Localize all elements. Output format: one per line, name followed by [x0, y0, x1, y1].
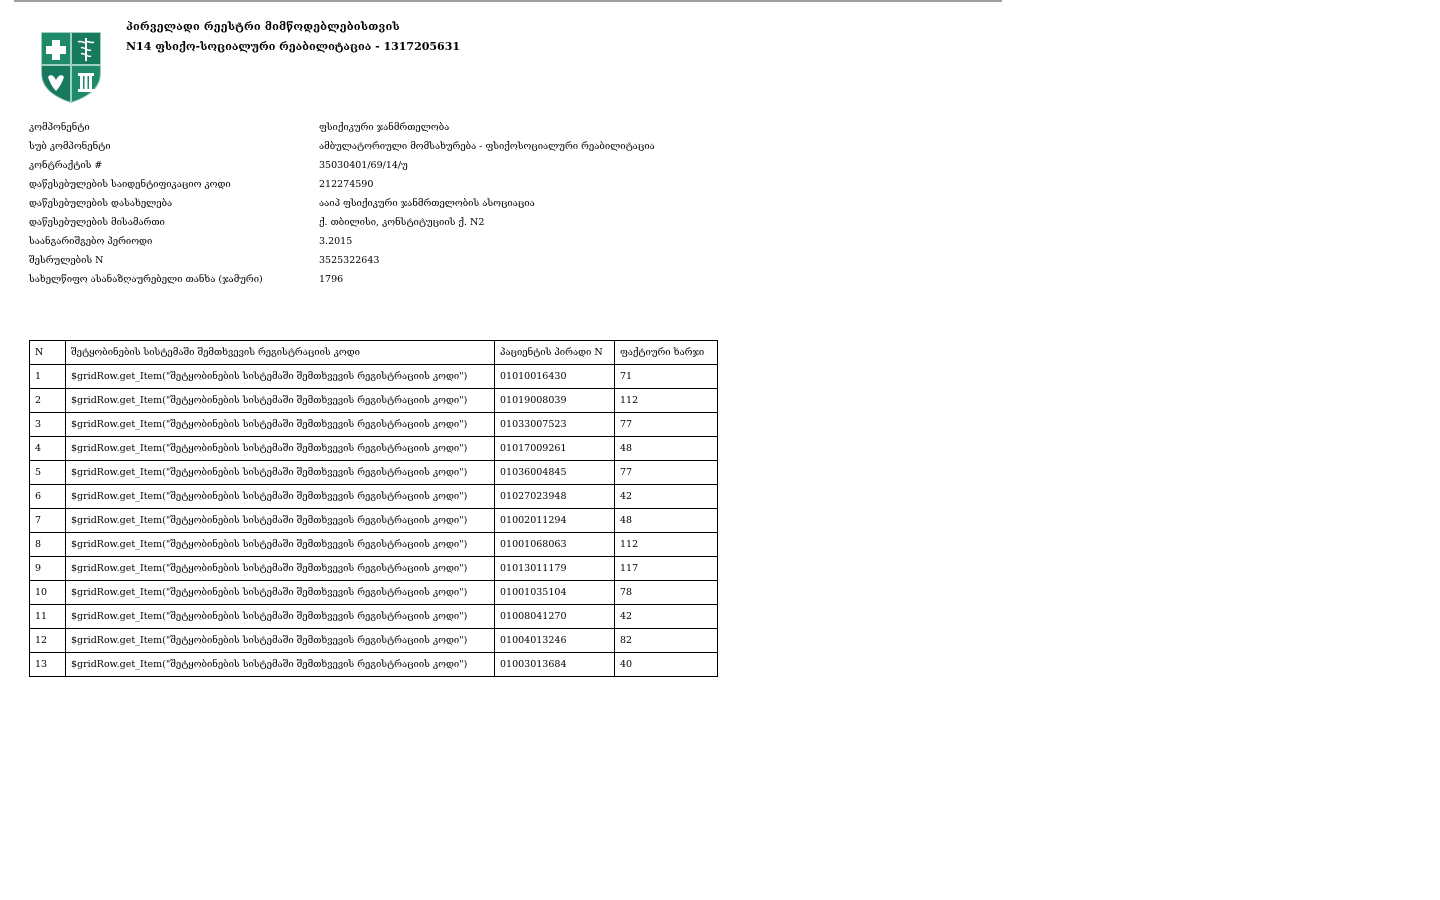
- row-number-cell: 12: [30, 629, 66, 653]
- table-header-row: [30, 341, 718, 365]
- patient-id-cell: 01001068063: [495, 533, 615, 557]
- info-value: 3.2015: [319, 236, 353, 247]
- patient-id-cell: 01001035104: [495, 581, 615, 605]
- table-row: [30, 365, 718, 389]
- registration-code-cell: $gridRow.get_Item("შეტყობინების სისტემაში შემთხვევის რეგისტრაციის კოდი"): [66, 581, 495, 605]
- actual-cost-cell: 112: [615, 533, 718, 557]
- actual-cost-cell: 40: [615, 653, 718, 677]
- registration-code-cell: $gridRow.get_Item("შეტყობინების სისტემაში შემთხვევის რეგისტრაციის კოდი"): [66, 365, 495, 389]
- row-number-cell: 10: [30, 581, 66, 605]
- table-row: [30, 557, 718, 581]
- registration-code-cell: $gridRow.get_Item("შეტყობინების სისტემაში შემთხვევის რეგისტრაციის კოდი"): [66, 437, 495, 461]
- patient-id-cell: 01017009261: [495, 437, 615, 461]
- row-number-cell: 11: [30, 605, 66, 629]
- info-label: დაწესებულების საიდენტიფიკაციო კოდი: [29, 179, 231, 190]
- row-number-cell: 8: [30, 533, 66, 557]
- info-value: ამბულატორიული მომსახურება - ფსიქოსოციალური რეაბილიტაცია: [319, 141, 655, 152]
- registration-code-cell: $gridRow.get_Item("შეტყობინების სისტემაში შემთხვევის რეგისტრაციის კოდი"): [66, 557, 495, 581]
- patient-id-cell: 01019008039: [495, 389, 615, 413]
- info-row-subcomponent: [29, 137, 655, 156]
- report-subtitle: N14 ფსიქო-სოციალური რეაბილიტაცია - 1317205631: [126, 40, 460, 53]
- info-value: 212274590: [319, 179, 374, 190]
- info-label: საანგარიშგებო პერიოდი: [29, 236, 153, 247]
- registration-code-cell: $gridRow.get_Item("შეტყობინების სისტემაში შემთხვევის რეგისტრაციის კოდი"): [66, 653, 495, 677]
- actual-cost-cell: 48: [615, 437, 718, 461]
- actual-cost-cell: 112: [615, 389, 718, 413]
- patient-id-cell: 01003013684: [495, 653, 615, 677]
- actual-cost-cell: 42: [615, 605, 718, 629]
- column-header-actual-cost: ფაქტიური ხარჯი: [615, 341, 718, 365]
- cases-table: [29, 340, 718, 677]
- info-row-address: [29, 213, 655, 232]
- row-number-cell: 7: [30, 509, 66, 533]
- table-body: [30, 365, 718, 677]
- table-row: [30, 437, 718, 461]
- info-value: 35030401/69/14/უ: [319, 160, 408, 171]
- actual-cost-cell: 77: [615, 413, 718, 437]
- column-header-registration-code: შეტყობინების სისტემაში შემთხვევის რეგისტრაციის კოდი: [66, 341, 495, 365]
- medical-shield-logo-icon: [40, 31, 102, 103]
- info-value: ფსიქიკური ჯანმრთელობა: [319, 122, 450, 133]
- info-row-institution-id: [29, 175, 655, 194]
- table-row: [30, 509, 718, 533]
- row-number-cell: 9: [30, 557, 66, 581]
- table-row: [30, 605, 718, 629]
- info-label: სახელწიფო ასანაზღაურებელი თანხა (ჯამური): [29, 274, 263, 285]
- report-title: პირველადი რეესტრი მიმწოდებლებისთვის: [126, 20, 400, 33]
- info-value: ააიპ ფსიქიკური ჯანმრთელობის ასოციაცია: [319, 198, 535, 209]
- actual-cost-cell: 48: [615, 509, 718, 533]
- actual-cost-cell: 82: [615, 629, 718, 653]
- table-row: [30, 413, 718, 437]
- info-row-execution-number: [29, 251, 655, 270]
- table-row: [30, 653, 718, 677]
- patient-id-cell: 01010016430: [495, 365, 615, 389]
- column-header-number: N: [30, 341, 66, 365]
- registration-code-cell: $gridRow.get_Item("შეტყობინების სისტემაში შემთხვევის რეგისტრაციის კოდი"): [66, 533, 495, 557]
- patient-id-cell: 01036004845: [495, 461, 615, 485]
- row-number-cell: 5: [30, 461, 66, 485]
- patient-id-cell: 01013011179: [495, 557, 615, 581]
- info-section: [29, 118, 655, 289]
- table-row: [30, 581, 718, 605]
- cases-table-viewport[interactable]: [29, 340, 722, 686]
- info-value: ქ. თბილისი, კონსტიტუციის ქ. N2: [319, 217, 485, 228]
- actual-cost-cell: 42: [615, 485, 718, 509]
- patient-id-cell: 01027023948: [495, 485, 615, 509]
- table-row: [30, 533, 718, 557]
- registration-code-cell: $gridRow.get_Item("შეტყობინების სისტემაში შემთხვევის რეგისტრაციის კოდი"): [66, 485, 495, 509]
- info-row-contract: [29, 156, 655, 175]
- table-row: [30, 461, 718, 485]
- patient-id-cell: 01002011294: [495, 509, 615, 533]
- row-number-cell: 2: [30, 389, 66, 413]
- info-label: შესრულების N: [29, 255, 104, 266]
- row-number-cell: 1: [30, 365, 66, 389]
- info-label: დაწესებულების დასახელება: [29, 198, 173, 209]
- column-header-patient-id: პაციენტის პირადი N: [495, 341, 615, 365]
- actual-cost-cell: 71: [615, 365, 718, 389]
- info-value: 1796: [319, 274, 344, 285]
- registration-code-cell: $gridRow.get_Item("შეტყობინების სისტემაში შემთხვევის რეგისტრაციის კოდი"): [66, 629, 495, 653]
- registration-code-cell: $gridRow.get_Item("შეტყობინების სისტემაში შემთხვევის რეგისტრაციის კოდი"): [66, 509, 495, 533]
- info-row-component: [29, 118, 655, 137]
- info-label: კომპონენტი: [29, 122, 90, 133]
- info-row-total-amount: [29, 270, 655, 289]
- row-number-cell: 6: [30, 485, 66, 509]
- table-row: [30, 389, 718, 413]
- actual-cost-cell: 77: [615, 461, 718, 485]
- actual-cost-cell: 117: [615, 557, 718, 581]
- registration-code-cell: $gridRow.get_Item("შეტყობინების სისტემაში შემთხვევის რეგისტრაციის კოდი"): [66, 389, 495, 413]
- patient-id-cell: 01008041270: [495, 605, 615, 629]
- registration-code-cell: $gridRow.get_Item("შეტყობინების სისტემაში შემთხვევის რეგისტრაციის კოდი"): [66, 461, 495, 485]
- info-row-period: [29, 232, 655, 251]
- table-row: [30, 629, 718, 653]
- registration-code-cell: $gridRow.get_Item("შეტყობინების სისტემაში შემთხვევის რეგისტრაციის კოდი"): [66, 413, 495, 437]
- row-number-cell: 13: [30, 653, 66, 677]
- info-row-institution-name: [29, 194, 655, 213]
- patient-id-cell: 01033007523: [495, 413, 615, 437]
- row-number-cell: 4: [30, 437, 66, 461]
- patient-id-cell: 01004013246: [495, 629, 615, 653]
- row-number-cell: 3: [30, 413, 66, 437]
- table-row: [30, 485, 718, 509]
- top-divider: [14, 0, 1002, 2]
- info-label: დაწესებულების მისამართი: [29, 217, 165, 228]
- info-label: კონტრაქტის #: [29, 160, 103, 171]
- actual-cost-cell: 78: [615, 581, 718, 605]
- info-value: 3525322643: [319, 255, 380, 266]
- registration-code-cell: $gridRow.get_Item("შეტყობინების სისტემაში შემთხვევის რეგისტრაციის კოდი"): [66, 605, 495, 629]
- info-label: სუბ კომპონენტი: [29, 141, 111, 152]
